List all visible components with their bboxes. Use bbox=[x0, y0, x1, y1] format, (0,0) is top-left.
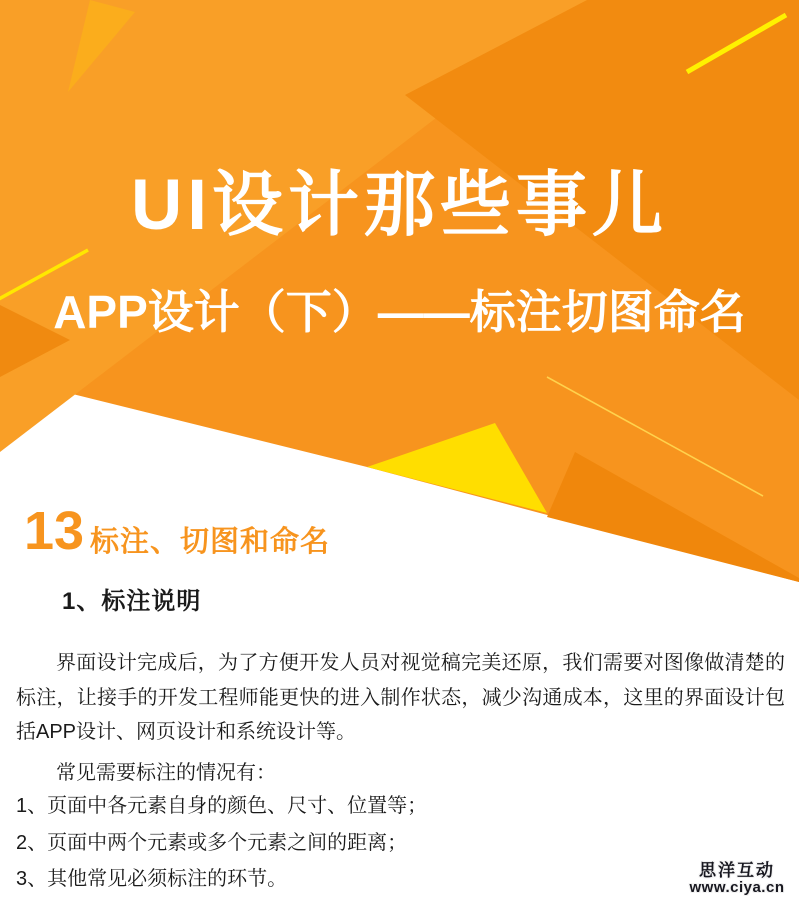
annotation-list bbox=[16, 788, 785, 898]
intro-paragraph: 界面设计完成后，为了方便开发人员对视觉稿完美还原，我们需要对图像做清楚的标注，让接手的开发工程师能更快的进入制作状态，减少沟通成本，这里的界面设计包括APP设计、网页设计和系统设计等。 bbox=[16, 652, 785, 744]
list-item: 2、页面中两个元素或多个元素之间的距离； bbox=[16, 831, 408, 854]
banner-subtitle: APP设计（下）——标注切图命名 bbox=[53, 286, 746, 338]
list-item: 3、其他常见必须标注的环节。 bbox=[16, 868, 288, 890]
banner-title: UI设计那些事儿 bbox=[130, 166, 668, 245]
lead-in-text: 常见需要标注的情况有： bbox=[56, 762, 276, 784]
subsection-heading: 1、标注说明 bbox=[62, 588, 202, 615]
section-title: 标注、切图和命名 bbox=[90, 526, 331, 558]
watermark-url: www.ciya.cn bbox=[689, 879, 785, 896]
watermark-name: 思洋互动 bbox=[699, 861, 775, 880]
section-number: 13 bbox=[24, 501, 85, 561]
watermark bbox=[680, 862, 794, 895]
list-item: 1、页面中各元素自身的颜色、尺寸、位置等； bbox=[16, 795, 428, 817]
